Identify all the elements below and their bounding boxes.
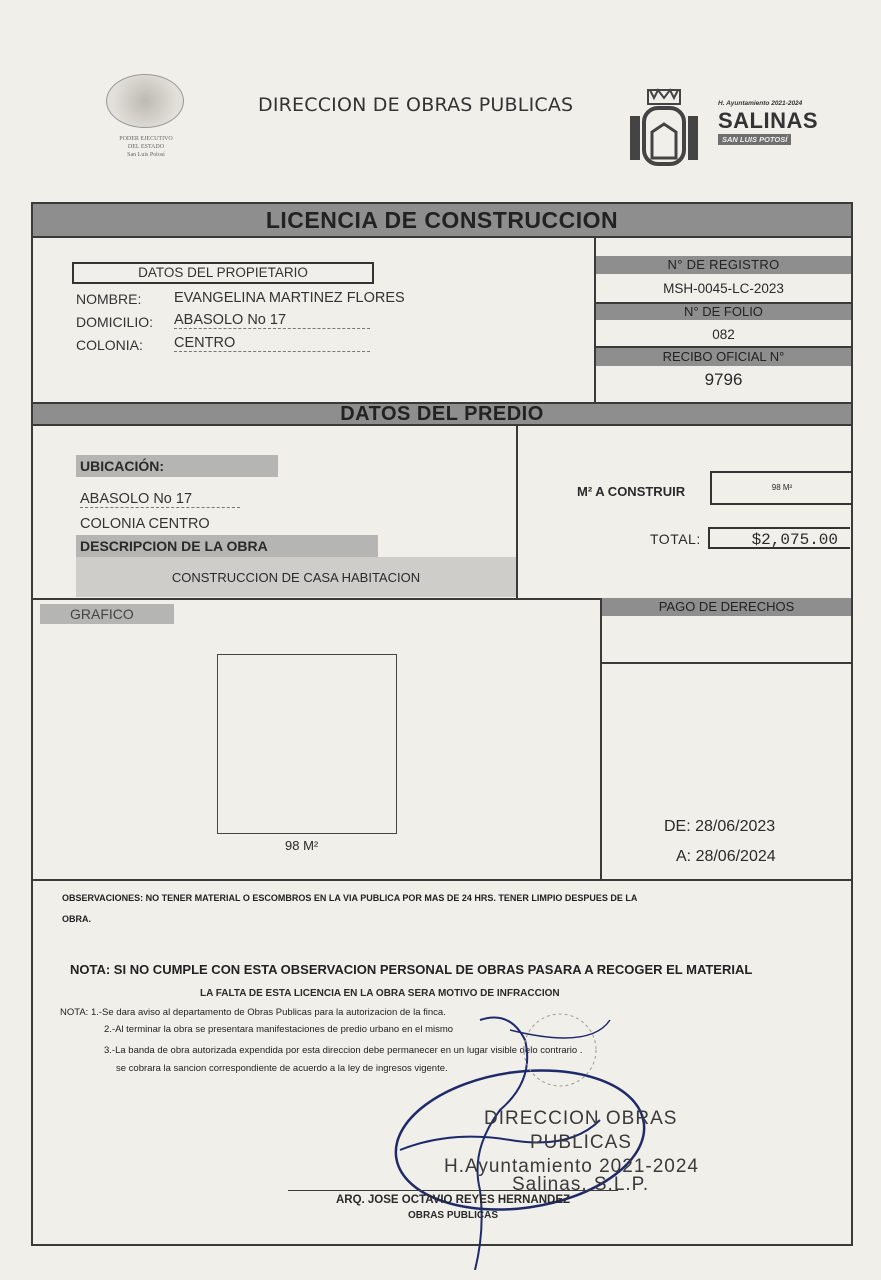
stamp-line-1: DIRECCION OBRAS	[484, 1108, 678, 1129]
signer-name: ARQ. JOSE OCTAVIO REYES HERNANDEZ	[335, 1194, 571, 1206]
ubicacion-line-1: ABASOLO No 17	[80, 491, 240, 508]
owner-name: EVANGELINA MARTINEZ FLORES	[174, 290, 405, 306]
grafico-area: 98 M²	[285, 838, 319, 853]
total-value: $2,075.00	[708, 527, 850, 549]
state-seal-logo	[96, 74, 196, 170]
castle-icon	[628, 88, 700, 168]
stamp-line-3: H.Ayuntamiento 2021-2024	[444, 1156, 699, 1177]
logo-name-text: SALINAS	[718, 108, 819, 133]
owner-colony: CENTRO	[174, 335, 370, 352]
seal-text-1: PODER EJECUTIVO	[119, 136, 173, 142]
page-title: DIRECCION DE OBRAS PUBLICAS	[258, 94, 574, 116]
pago-label: PAGO DE DERECHOS	[602, 598, 851, 616]
stamp-line-2: PUBLICAS	[530, 1132, 632, 1153]
stamp-line-4: Salinas, S.L.P.	[512, 1174, 650, 1195]
total-label: TOTAL:	[650, 531, 701, 547]
registro-label: N° DE REGISTRO	[596, 256, 851, 274]
signature-scribble-icon	[360, 990, 660, 1270]
vigencia-a: A: 28/06/2024	[676, 848, 776, 865]
license-title: LICENCIA DE CONSTRUCCION	[33, 204, 851, 236]
vigencia-de: DE: 28/06/2023	[664, 818, 776, 835]
signer-title: OBRAS PUBLICAS	[407, 1210, 498, 1221]
descripcion-label: DESCRIPCION DE LA OBRA	[76, 535, 378, 557]
seal-text-3: San Luis Potosí	[127, 152, 165, 158]
ubicacion-line-2: COLONIA CENTRO	[80, 516, 210, 532]
recibo-label: RECIBO OFICIAL N°	[596, 348, 851, 366]
nota-item-3: 3.-La banda de obra autorizada expendida por esta direccion debe permanecer en un lugar visible delo contrario .	[104, 1045, 583, 1056]
registro-number: MSH-0045-LC-2023	[663, 281, 784, 296]
colony-label: COLONIA:	[76, 337, 143, 353]
observaciones-line-1: OBSERVACIONES: NO TENER MATERIAL O ESCOMBROS EN LA VIA PUBLICA POR MAS DE 24 HRS. TENER LIMPIO DESPUES DE LA	[62, 893, 638, 903]
descripcion-text: CONSTRUCCION DE CASA HABITACION	[171, 570, 421, 585]
observaciones-line-2: OBRA.	[62, 914, 91, 924]
nota-item-3b: se cobrara la sancion correspondiente de acuerdo a la ley de ingresos vigente.	[116, 1063, 448, 1074]
name-label: NOMBRE:	[76, 291, 142, 307]
nota-main: NOTA: SI NO CUMPLE CON ESTA OBSERVACION PERSONAL DE OBRAS PASARA A RECOGER EL MATERIAL	[70, 962, 753, 977]
owner-address: ABASOLO No 17	[174, 312, 370, 329]
seal-text-2: DEL ESTADO	[127, 144, 165, 150]
nota-item-1: NOTA: 1.-Se dara aviso al departamento de Obras Publicas para la autorizacion de la finca.	[60, 1007, 446, 1018]
m2-value: 98 M²	[710, 471, 852, 505]
logo-state-badge: SAN LUIS POTOSÍ	[718, 134, 791, 145]
recibo-number: 9796	[704, 370, 743, 389]
ubicacion-label: UBICACIÓN:	[76, 455, 278, 477]
folio-label: N° DE FOLIO	[596, 304, 851, 320]
owner-section-label: DATOS DEL PROPIETARIO	[72, 262, 374, 284]
nota-item-2: 2.-Al terminar la obra se presentara manifestaciones de predio urbano en el mismo	[104, 1024, 454, 1035]
grafico-label: GRAFICO	[40, 604, 174, 624]
address-label: DOMICILIO:	[76, 314, 154, 330]
m2-label: M² A CONSTRUIR	[577, 484, 686, 499]
folio-number: 082	[712, 327, 735, 342]
predio-title: DATOS DEL PREDIO	[33, 404, 851, 424]
logo-period-text: H. Ayuntamiento 2021-2024	[718, 100, 803, 107]
salinas-logo	[628, 88, 838, 178]
eagle-emblem-icon	[106, 74, 184, 128]
nota-falta: LA FALTA DE ESTA LICENCIA EN LA OBRA SERA MOTIVO DE INFRACCION	[200, 988, 560, 999]
plot-sketch-box	[217, 654, 397, 834]
